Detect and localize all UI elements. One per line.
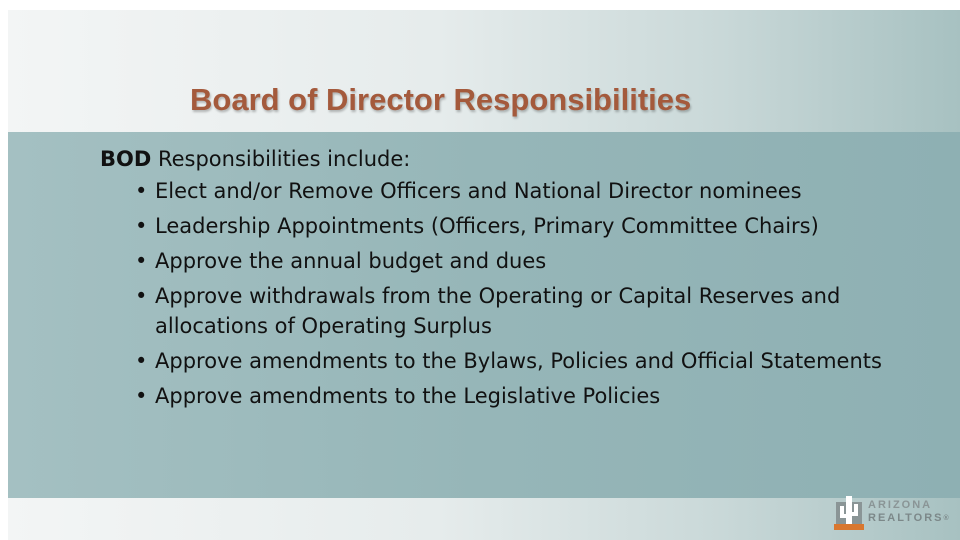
bullet-icon: •	[135, 249, 148, 273]
intro-text: Responsibilities include:	[151, 147, 411, 171]
list-item	[100, 281, 900, 341]
bullet-text: Approve the annual budget and dues	[155, 249, 547, 273]
bullet-icon: •	[135, 179, 148, 203]
bullet-icon: •	[135, 384, 148, 408]
bullet-text: Approve amendments to the Bylaws, Policies and Official Statements	[155, 349, 882, 373]
logo-text	[868, 499, 949, 525]
list-item	[100, 176, 900, 206]
bullet-text: Leadership Appointments (Officers, Primary Committee Chairs)	[155, 214, 819, 238]
list-item	[100, 346, 900, 376]
list-item	[100, 246, 900, 276]
intro-bold: BOD	[100, 147, 152, 171]
list-item	[100, 211, 900, 241]
cactus-logo-icon	[834, 494, 864, 530]
slide-body	[100, 144, 900, 416]
arizona-realtors-logo	[834, 492, 950, 532]
logo-line1: ARIZONA	[868, 499, 933, 511]
list-item	[100, 381, 900, 411]
bullet-icon: •	[135, 284, 148, 308]
bullet-icon: •	[135, 214, 148, 238]
slide	[8, 10, 960, 540]
slide-title: Board of Director Responsibilities	[190, 82, 692, 117]
bullet-icon: •	[135, 349, 148, 373]
registered-mark: ®	[943, 515, 949, 522]
bullet-list	[100, 176, 900, 411]
intro-line	[100, 144, 900, 174]
bullet-text: Approve amendments to the Legislative Policies	[155, 384, 661, 408]
bullet-text: Approve withdrawals from the Operating or Capital Reserves and allocations of Operating Surplus	[155, 284, 841, 338]
logo-line2-wrap	[868, 512, 949, 525]
logo-line2: REALTORS	[868, 512, 944, 524]
bullet-text: Elect and/or Remove Officers and National Director nominees	[155, 179, 802, 203]
